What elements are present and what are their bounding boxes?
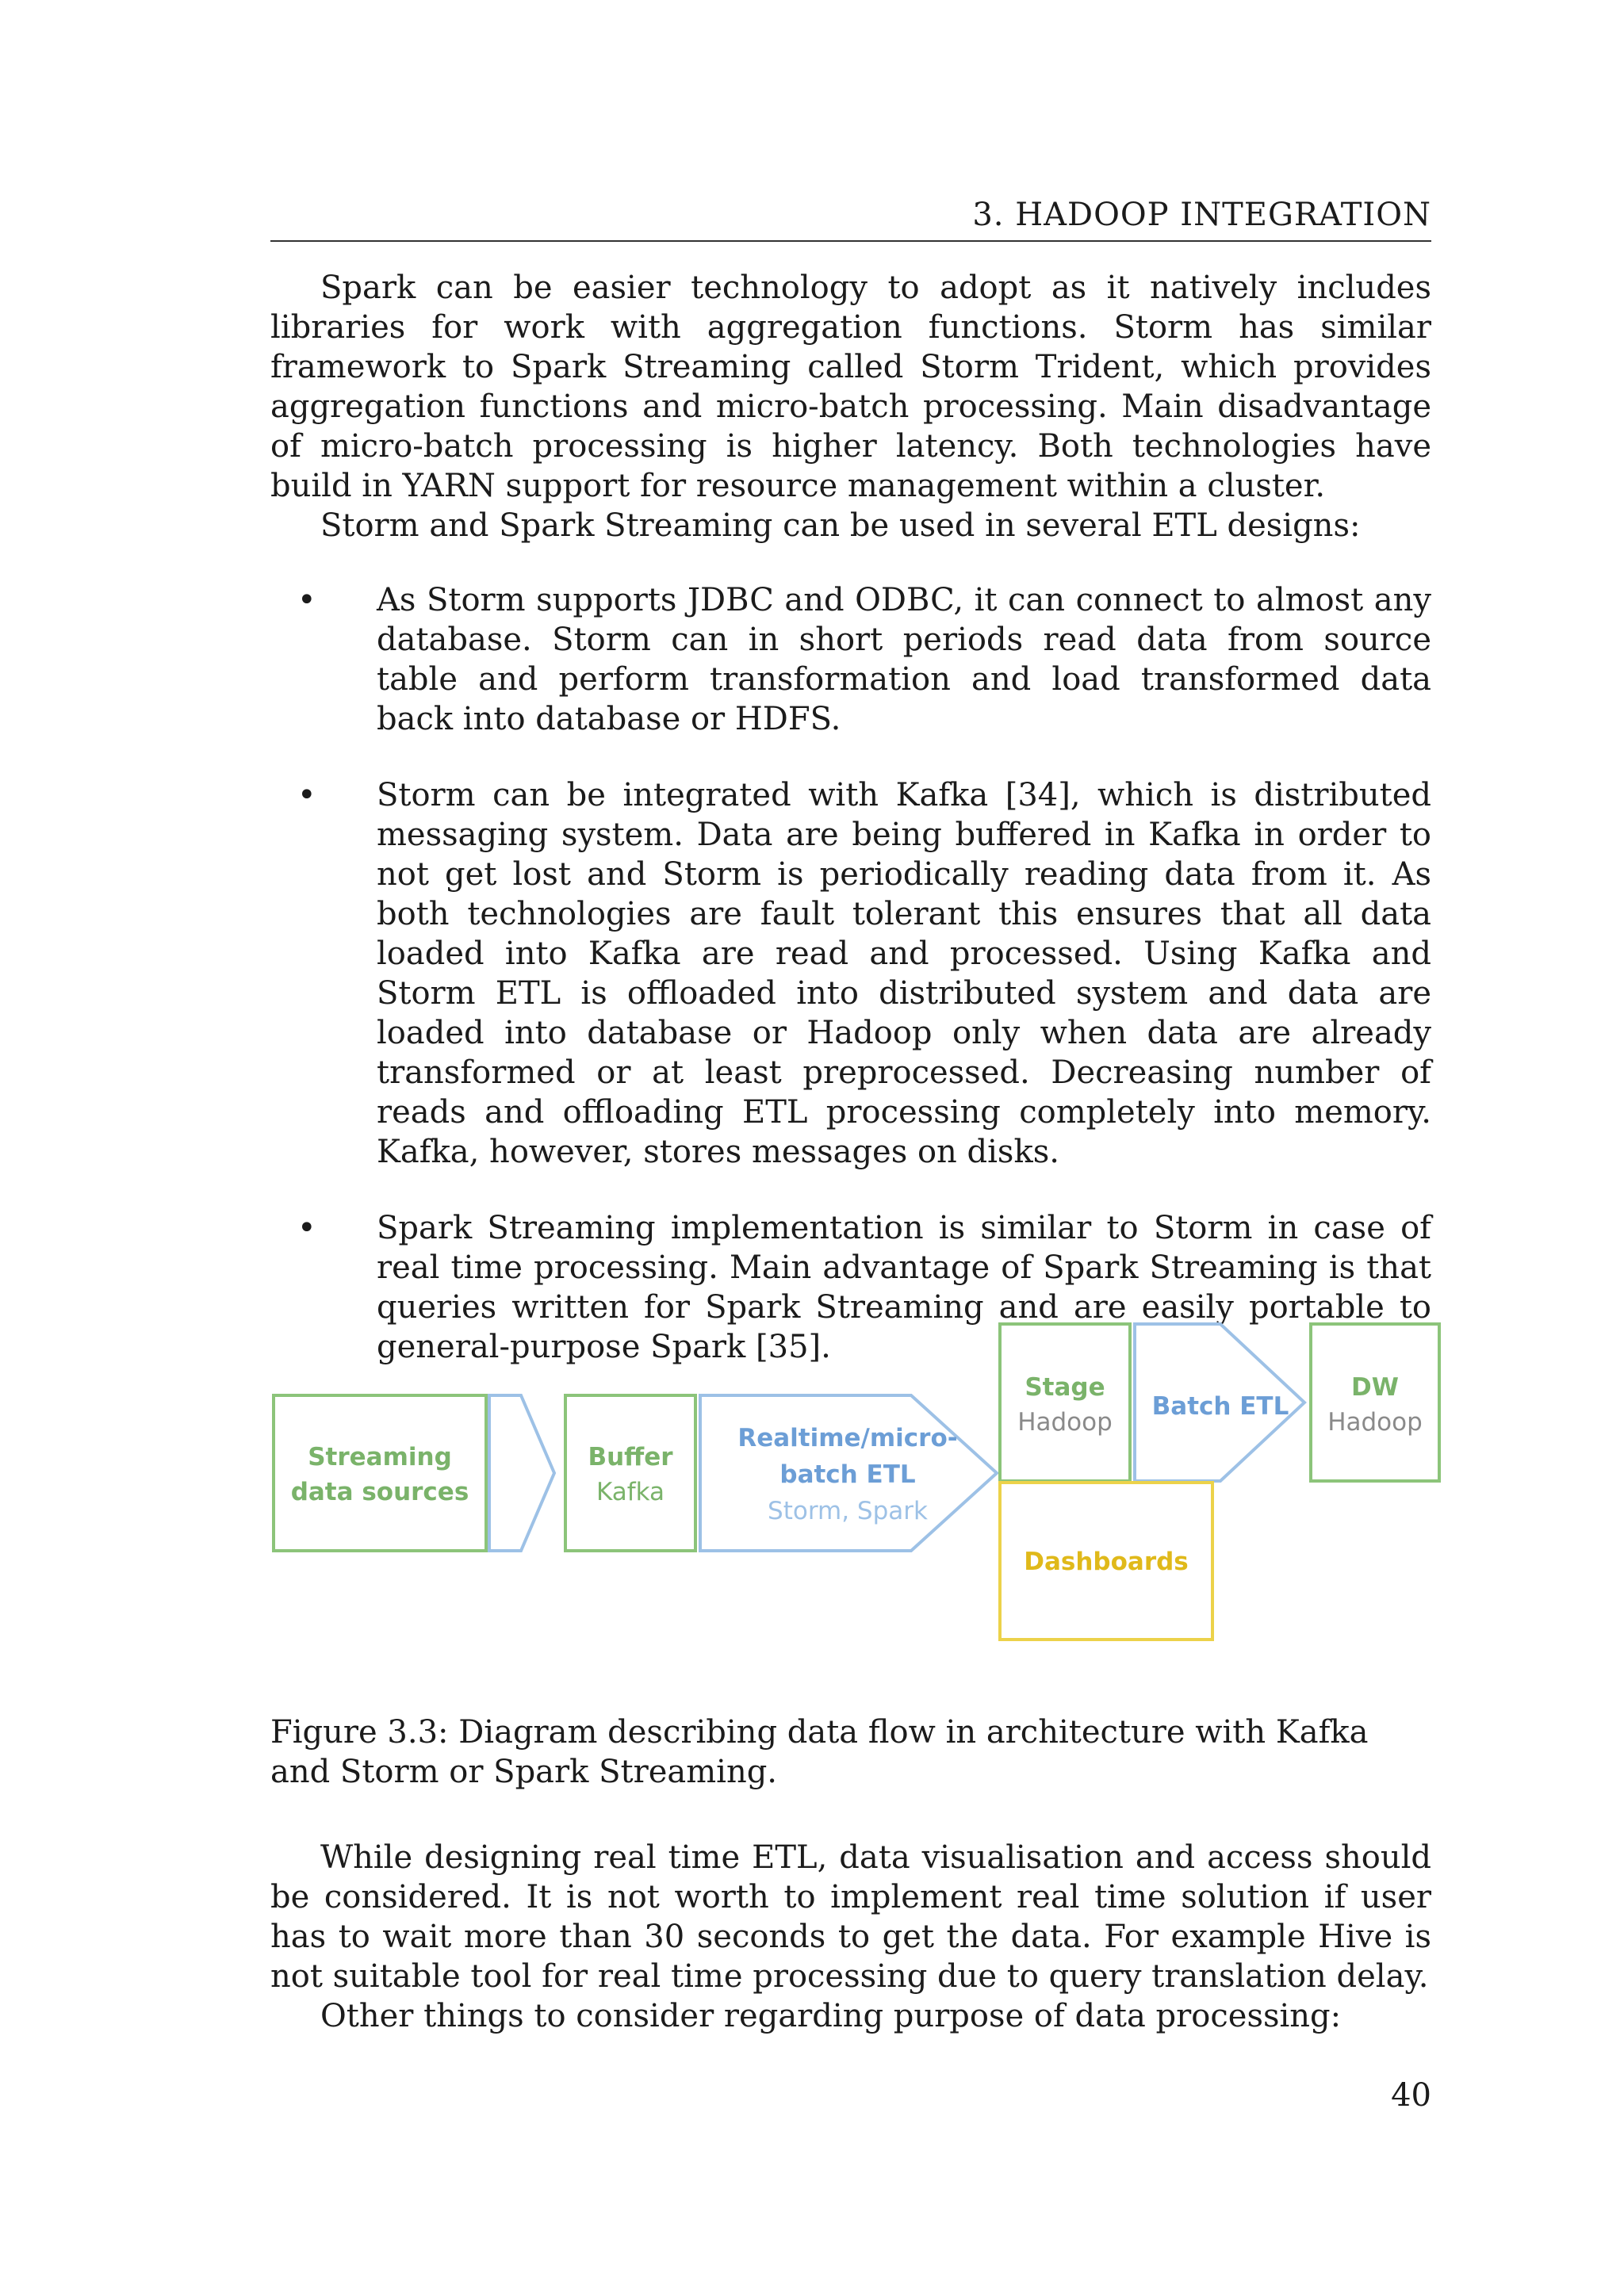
bullet-icon: • xyxy=(297,777,316,813)
bullet-item xyxy=(270,775,1431,1172)
page-number: 40 xyxy=(1391,2077,1431,2114)
dw-box xyxy=(1311,1324,1439,1481)
caption-text: Figure 3.3: Diagram describing data flow in architecture with Kafka and Storm or Spark Streaming. xyxy=(270,1714,1369,1790)
paragraph: Other things to consider regarding purpose of data processing: xyxy=(320,1998,1342,2034)
dw-subtitle: Hadoop xyxy=(1327,1408,1423,1437)
bullet-item xyxy=(270,580,1431,739)
data-flow-diagram xyxy=(270,1316,1444,1649)
bullet-text: Storm can be integrated with Kafka [34], which is distributed messaging system. Data are being buffered in Kafka in order to not get lost and Storm is periodically reading data from it. As both technologies are fault tolerant this ensures that all data loaded into Kafka are read and processed. Using Kafka and Storm ETL is offloaded into distributed system and data are loaded into database or Hadoop only when data are already transformed or at least preprocessed. Decreasing number of reads and offloading ETL processing completely into memory. Kafka, however, stores messages on disks. xyxy=(377,777,1431,1170)
dashboards-label: Dashboards xyxy=(1024,1548,1189,1576)
buffer-box xyxy=(565,1395,695,1551)
closing-paragraphs xyxy=(270,1838,1431,2036)
chevron-arrow-icon xyxy=(489,1395,554,1551)
realtime-label-1: Realtime/micro- xyxy=(737,1424,958,1452)
header-rule xyxy=(270,240,1431,242)
bullet-text: As Storm supports JDBC and ODBC, it can connect to almost any database. Storm can in short periods read data from source table and perform transformation and load transformed data back into database or HDFS. xyxy=(377,582,1431,737)
realtime-subtitle: Storm, Spark xyxy=(768,1497,928,1525)
bullet-icon: • xyxy=(297,582,316,618)
figure-caption xyxy=(270,1712,1431,1792)
streaming-label-1: Streaming xyxy=(308,1443,452,1471)
diagram-svg xyxy=(270,1316,1444,1649)
bullet-icon: • xyxy=(297,1210,316,1246)
bullet-text: Spark Streaming implementation is similar to Storm in case of real time processing. Main advantage of Spark Streaming is that queries written for Spark Streaming and are easily portable to general-purpose Spark [35]. xyxy=(377,1210,1431,1365)
paragraph: Storm and Spark Streaming can be used in several ETL designs: xyxy=(320,507,1361,544)
buffer-subtitle: Kafka xyxy=(596,1478,665,1506)
paragraph: While designing real time ETL, data visualisation and access should be considered. It is not worth to implement real time solution if user has to wait more than 30 seconds to get the data. For example Hive is not suitable tool for real time processing due to query translation delay. xyxy=(270,1839,1431,1995)
realtime-label-2: batch ETL xyxy=(779,1460,916,1489)
buffer-title: Buffer xyxy=(588,1443,673,1471)
running-head: 3. HADOOP INTEGRATION xyxy=(972,197,1431,233)
streaming-label-2: data sources xyxy=(290,1478,469,1506)
batch-etl-label: Batch ETL xyxy=(1151,1392,1289,1421)
dw-title: DW xyxy=(1351,1373,1399,1402)
intro-paragraphs xyxy=(270,268,1431,545)
streaming-sources-box xyxy=(274,1395,486,1551)
bullet-list xyxy=(270,580,1431,1367)
stage-subtitle: Hadoop xyxy=(1017,1408,1113,1437)
paragraph: Spark can be easier technology to adopt as it natively includes libraries for work with aggregation functions. Storm has similar framework to Spark Streaming called Storm Trident, which provides aggregation functions and micro-batch processing. Main disadvantage of micro-batch processing is higher latency. Both technologies have build in YARN support for resource management within a cluster. xyxy=(270,270,1431,504)
stage-box xyxy=(1000,1324,1130,1481)
stage-title: Stage xyxy=(1025,1373,1105,1402)
